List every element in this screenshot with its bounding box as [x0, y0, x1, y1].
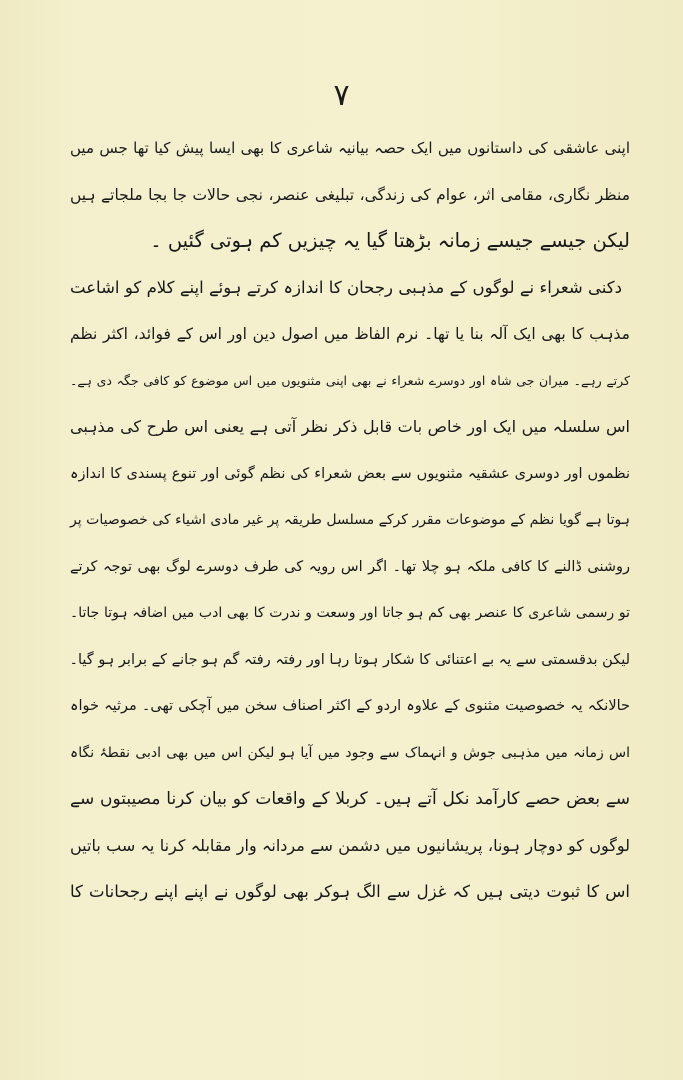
text-line: اس سلسلہ میں ایک اور خاص بات قابل ذکر نظر آتی ہے یعنی اس طرح کی مذہبی [70, 417, 630, 436]
text-line: اپنی عاشقی کی داستانوں میں ایک حصہ بیانیہ شاعری کا بھی ایسا پیش کیا تھا جس میں [70, 139, 630, 157]
text-line: روشنی ڈالنے کا کافی ملکہ ہو چلا تھا۔ اگر اس رویہ کی طرف دوسرے لوگ بھی توجہ کرتے [70, 558, 630, 575]
text-line: حالانکہ یہ خصوصیت مثنوی کے علاوہ اردو کے اکثر اصناف سخن میں آچکی تھی۔ مرثیہ خواہ [70, 698, 630, 714]
text-line: لوگوں کو دوچار ہونا، پریشانیوں میں دشمن سے مردانہ وار مقابلہ کرنا یہ سب باتیں [70, 835, 630, 855]
page-number: ۷ [333, 78, 350, 113]
text-line: منظر نگاری، مقامی اثر، عوام کی زندگی، تبلیغی عنصر، نجی حالات جا بجا ملجاتے ہیں [70, 185, 630, 204]
text-line: دکنی شعراء نے لوگوں کے مذہبی رجحان کا اندازہ کرتے ہوئے اپنے کلام کو اشاعت [70, 277, 622, 297]
text-line: نظموں اور دوسری عشقیہ مثنویوں سے بعض شعراء کی نظم گوئی اور تنوع پسندی کا اندازہ [70, 465, 630, 482]
text-line: اس کا ثبوت دیتی ہیں کہ غزل سے الگ ہوکر بھی لوگوں نے اپنے اپنے رجحانات کا [70, 882, 630, 901]
body-text [70, 125, 630, 916]
text-line: تو رسمی شاعری کا عنصر بھی کم ہو جاتا اور وسعت و ندرت کا بھی ادب میں اضافہ ہوتا جاتا۔ [70, 605, 630, 621]
text-line: اس زمانہ میں مذہبی جوش و انہماک سے وجود میں آیا ہو لیکن اس میں بھی ادبی نقطۂ نگاہ [70, 744, 630, 761]
text-line: لیکن جیسے جیسے زمانہ بڑھتا گیا یہ چیزیں کم ہوتی گئیں ۔ [150, 229, 630, 252]
text-line: ہوتا ہے گویا نظم کے موضوعات مقرر کرکے مسلسل طریقہ پر غیر مادی اشیاء کی خصوصیات پر [70, 512, 630, 528]
text-line: کرتے رہے۔ میران جی شاہ اور دوسرے شعراء نے بھی اپنی مثنویوں میں اس موضوع کو کافی جگہ دی ہے۔ [70, 372, 630, 388]
text-line: سے بعض حصے کارآمد نکل آتے ہیں۔ کربلا کے واقعات کو بیان کرنا مصیبتوں سے [70, 789, 630, 809]
text-line: مذہب کا بھی ایک آلہ بنا یا تھا۔ نرم الفاظ میں اصول دین اور اس کے فوائد، اکثر نظم [70, 325, 630, 343]
text-line: لیکن بدقسمتی سے یہ بے اعتنائی کا شکار ہوتا رہا اور رفتہ رفتہ گم ہو جانے کے برابر ہو گیا۔ [69, 651, 630, 668]
